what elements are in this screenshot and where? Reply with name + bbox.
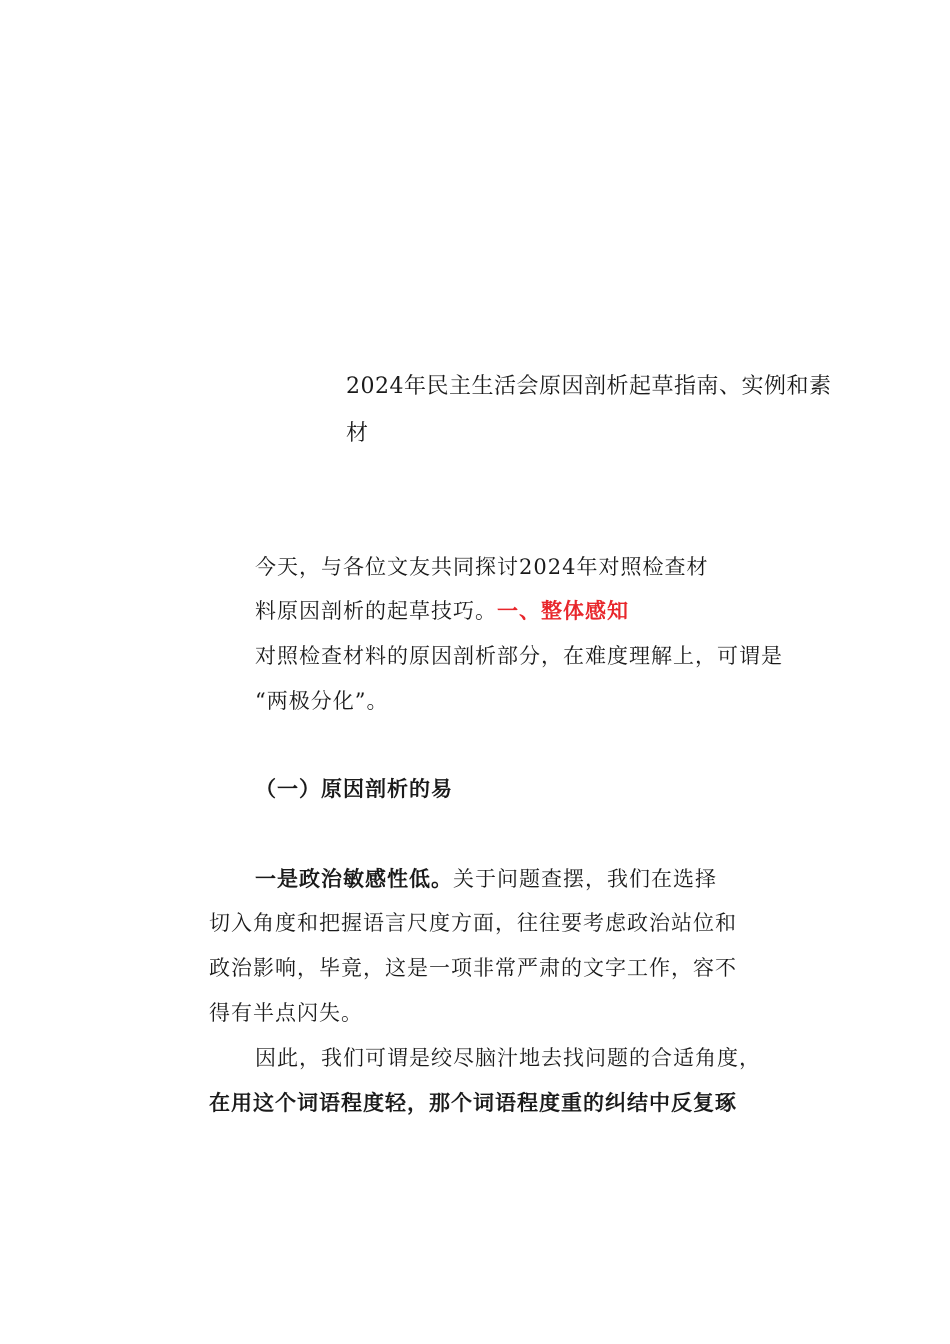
para1-line-1-rest: 关于问题查摆，我们在选择 [453,867,717,891]
intro-line-2 [255,597,629,625]
para1-line-1 [255,865,717,893]
intro-line-4: “两极分化”。 [255,689,389,713]
para2-line-1: 因此，我们可谓是绞尽脑汁地去找问题的合适角度， [255,1046,761,1070]
section-heading-overall-perception: 一、整体感知 [497,598,629,623]
document-title-line-2: 材 [346,421,369,446]
document-title-line-1: 2024年民主生活会原因剖析起草指南、实例和素 [346,374,832,399]
para1-lead: 一是政治敏感性低。 [255,866,453,891]
para1-line-4: 得有半点闪失。 [209,1001,363,1025]
intro-line-2-text: 料原因剖析的起草技巧。 [255,599,497,623]
para1-line-2: 切入角度和把握语言尺度方面，往往要考虑政治站位和 [209,911,737,935]
subheading-cause-analysis-easy: （一）原因剖析的易 [255,776,453,801]
para1-line-3: 政治影响，毕竟，这是一项非常严肃的文字工作，容不 [209,956,737,980]
para2-line-2: 在用这个词语程度轻，那个词语程度重的纠结中反复琢 [209,1090,737,1115]
intro-line-1: 今天，与各位文友共同探讨2024年对照检查材 [255,555,709,579]
intro-line-3: 对照检查材料的原因剖析部分，在难度理解上，可谓是 [255,644,783,668]
